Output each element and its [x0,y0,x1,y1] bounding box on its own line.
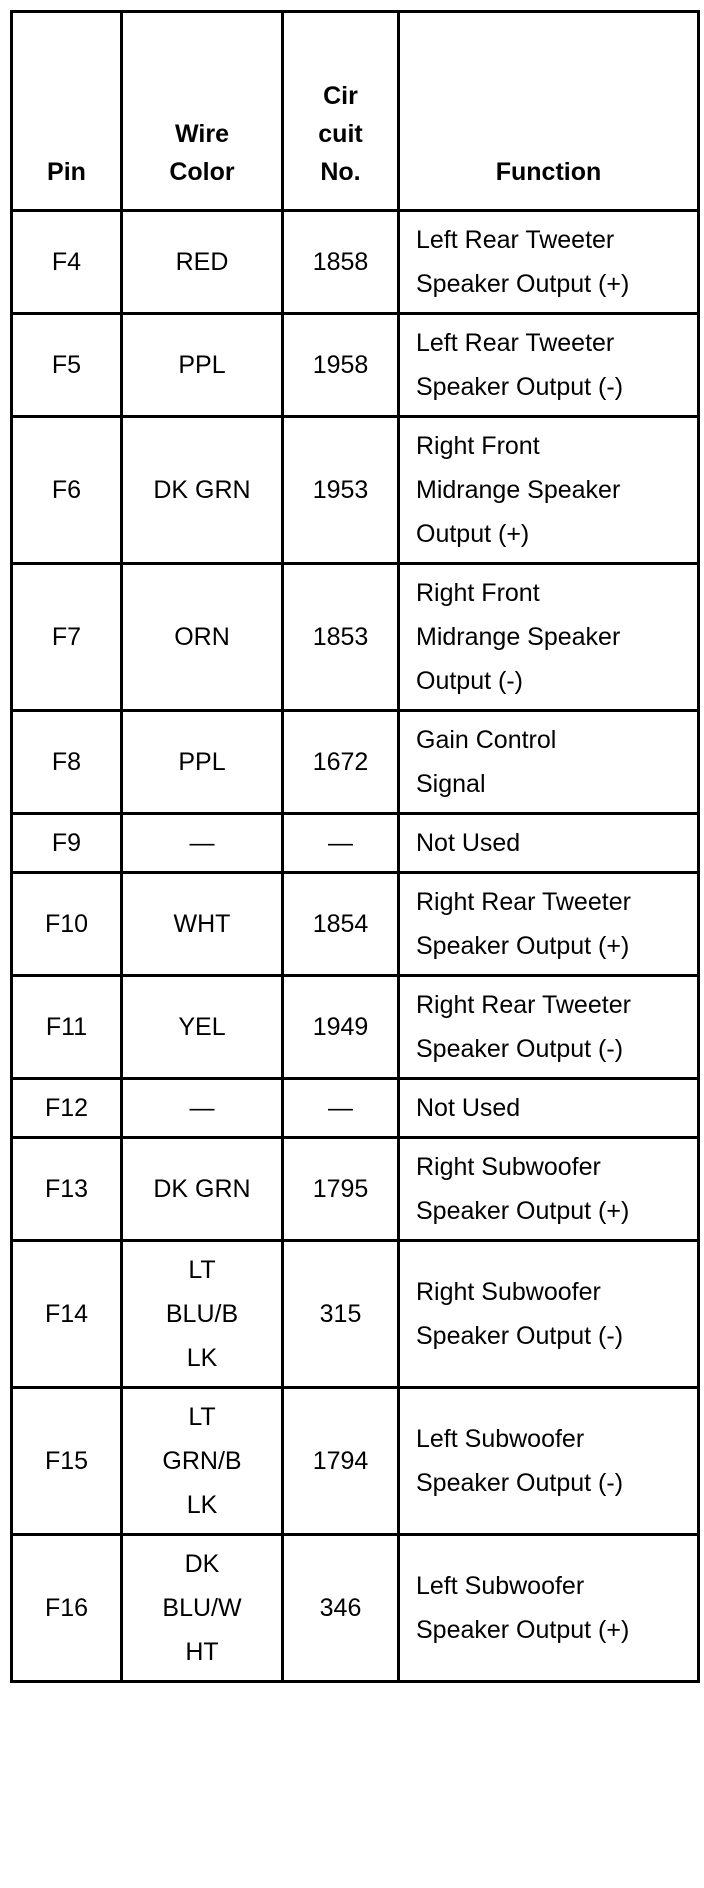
circuit-no-cell: 1794 [283,1388,399,1535]
wire-color-cell: DK GRN [122,1138,283,1241]
function-cell: Right Front Midrange Speaker Output (+) [399,417,699,564]
pin-cell: F10 [12,873,122,976]
table-row [12,417,699,564]
table-row [12,1079,699,1138]
function-cell: Right Rear Tweeter Speaker Output (+) [399,873,699,976]
wire-color-cell: DK BLU/W HT [122,1535,283,1682]
table-row [12,1241,699,1388]
table-row [12,314,699,417]
wire-color-cell: PPL [122,314,283,417]
table-row [12,976,699,1079]
circuit-no-cell: 1958 [283,314,399,417]
table-row [12,211,699,314]
circuit-no-cell: 1953 [283,417,399,564]
table-row [12,1388,699,1535]
pin-cell: F13 [12,1138,122,1241]
pin-cell: F9 [12,814,122,873]
table-row [12,711,699,814]
circuit-no-cell: 1853 [283,564,399,711]
wire-color-cell: YEL [122,976,283,1079]
function-cell: Not Used [399,814,699,873]
function-cell: Left Subwoofer Speaker Output (-) [399,1388,699,1535]
circuit-no-cell: 1858 [283,211,399,314]
table-row [12,1535,699,1682]
function-cell: Gain Control Signal [399,711,699,814]
table-row [12,814,699,873]
header-function: Function [399,12,699,211]
wire-color-cell: LT GRN/B LK [122,1388,283,1535]
pin-cell: F15 [12,1388,122,1535]
circuit-no-cell: 315 [283,1241,399,1388]
wire-color-cell: ORN [122,564,283,711]
pin-cell: F11 [12,976,122,1079]
wire-color-cell: — [122,814,283,873]
function-cell: Left Rear Tweeter Speaker Output (+) [399,211,699,314]
wire-color-cell: PPL [122,711,283,814]
circuit-no-cell: — [283,814,399,873]
function-cell: Right Front Midrange Speaker Output (-) [399,564,699,711]
pin-cell: F14 [12,1241,122,1388]
function-cell: Right Subwoofer Speaker Output (+) [399,1138,699,1241]
pin-cell: F6 [12,417,122,564]
circuit-no-cell: 1949 [283,976,399,1079]
wire-color-cell: LT BLU/B LK [122,1241,283,1388]
header-pin: Pin [12,12,122,211]
function-cell: Not Used [399,1079,699,1138]
pin-cell: F5 [12,314,122,417]
table-row [12,564,699,711]
function-cell: Right Subwoofer Speaker Output (-) [399,1241,699,1388]
function-cell: Left Rear Tweeter Speaker Output (-) [399,314,699,417]
wire-color-cell: DK GRN [122,417,283,564]
circuit-no-cell: 1854 [283,873,399,976]
circuit-no-cell: — [283,1079,399,1138]
pin-cell: F8 [12,711,122,814]
table-header-row [12,12,699,211]
table-row [12,873,699,976]
function-cell: Right Rear Tweeter Speaker Output (-) [399,976,699,1079]
circuit-no-cell: 1672 [283,711,399,814]
circuit-no-cell: 346 [283,1535,399,1682]
pin-cell: F4 [12,211,122,314]
circuit-no-cell: 1795 [283,1138,399,1241]
function-cell: Left Subwoofer Speaker Output (+) [399,1535,699,1682]
pin-cell: F7 [12,564,122,711]
pin-cell: F16 [12,1535,122,1682]
pin-cell: F12 [12,1079,122,1138]
table-row [12,1138,699,1241]
header-wire-color: Wire Color [122,12,283,211]
header-circuit-no: Cir cuit No. [283,12,399,211]
wire-color-cell: WHT [122,873,283,976]
pin-function-table [10,10,700,1683]
wire-color-cell: — [122,1079,283,1138]
wire-color-cell: RED [122,211,283,314]
